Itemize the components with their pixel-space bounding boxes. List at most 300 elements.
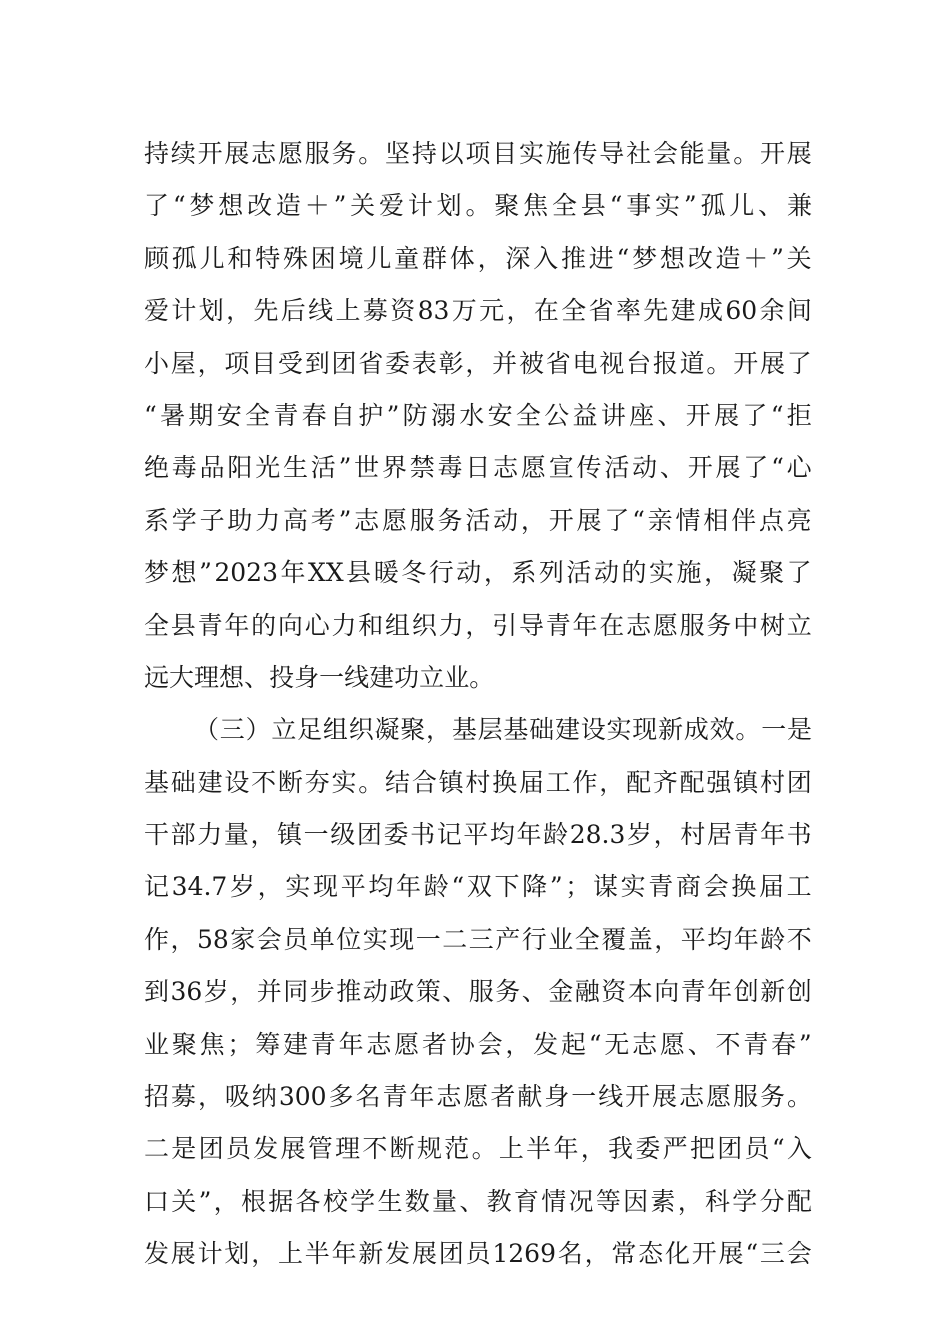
text-token: 屋 <box>170 348 196 378</box>
text-token: 建 <box>282 1029 308 1059</box>
text-token: 心 <box>786 453 812 483</box>
text-token: 社 <box>626 139 652 168</box>
text-token: 等 <box>595 1186 621 1216</box>
text-token: 础 <box>170 767 196 797</box>
text-token: 务 <box>437 505 463 535</box>
text-token: 防 <box>402 400 428 430</box>
text-token: ” <box>199 558 212 588</box>
text-token: 项 <box>465 139 491 168</box>
text-token: 的 <box>621 558 647 588</box>
text-token: 省 <box>545 348 571 378</box>
text-token: 基 <box>451 715 477 745</box>
text-token: “ <box>588 1029 602 1059</box>
text-token: 口 <box>144 1186 170 1216</box>
text-token: 、 <box>659 453 685 483</box>
text-token: 现 <box>632 715 658 745</box>
text-token: 资 <box>390 296 416 326</box>
text-token: 配 <box>626 767 652 797</box>
text-token: 造 <box>715 243 741 273</box>
text-token: 列 <box>538 558 564 588</box>
text-token: 各 <box>295 1186 321 1216</box>
text-line <box>144 1019 812 1071</box>
text-line <box>144 652 812 704</box>
text-token: 产 <box>495 924 521 954</box>
text-token: （ <box>194 715 220 745</box>
text-token: 项 <box>224 348 250 378</box>
text-token: 动 <box>362 977 388 1007</box>
text-line <box>144 128 812 180</box>
text-token: 关 <box>350 191 376 221</box>
text-token: 动 <box>593 558 619 588</box>
text-token: 造 <box>275 191 301 221</box>
text-token: 募 <box>362 296 388 326</box>
text-line <box>144 914 812 966</box>
text-line <box>144 442 812 494</box>
text-token: 并 <box>256 977 282 1007</box>
text-token: 务 <box>495 977 521 1007</box>
text-token: 施 <box>545 139 571 168</box>
text-token: 金 <box>548 977 574 1007</box>
text-token: 基 <box>144 767 170 797</box>
text-token: 我 <box>608 1134 634 1164</box>
text-token: 均 <box>489 820 515 850</box>
text-token: 者 <box>421 1029 447 1059</box>
text-token: ） <box>245 715 271 745</box>
text-token: 了 <box>786 348 812 378</box>
text-token: 后 <box>280 296 306 326</box>
text-token: ， <box>250 820 276 850</box>
text-token: 、 <box>442 977 468 1007</box>
text-token: 28.3 <box>569 820 626 850</box>
text-token: 推 <box>336 977 362 1007</box>
text-line <box>144 757 812 809</box>
text-token: 动 <box>493 505 519 535</box>
text-token: 业 <box>444 662 470 692</box>
text-token: 募 <box>170 1082 196 1112</box>
text-token: 了 <box>742 400 768 430</box>
text-token: 。 <box>786 1082 812 1112</box>
text-token: 一 <box>761 715 787 745</box>
text-token: 台 <box>626 348 652 378</box>
text-token: 实 <box>285 872 311 902</box>
text-token: 开 <box>548 505 574 535</box>
text-token: 员 <box>465 1239 491 1269</box>
text-token: 作 <box>144 924 170 954</box>
text-token: 续 <box>170 139 196 168</box>
text-token: 不 <box>251 767 277 797</box>
text-token: 量 <box>432 1186 458 1216</box>
text-token: 年 <box>338 1029 364 1059</box>
text-token: 实 <box>649 558 675 588</box>
text-token: 青 <box>680 977 706 1007</box>
text-token: 断 <box>389 1134 415 1164</box>
text-token: 青 <box>197 610 223 640</box>
text-token: 管 <box>307 1134 333 1164</box>
text-line <box>144 600 812 652</box>
text-line <box>144 1123 812 1175</box>
text-token: 阳 <box>227 453 253 483</box>
text-token: ， <box>197 348 223 378</box>
text-token: 半 <box>304 1239 330 1269</box>
text-token: 护 <box>358 400 384 430</box>
text-token: 间 <box>786 296 812 326</box>
text-token: 织 <box>348 715 374 745</box>
text-token: 县 <box>346 558 372 588</box>
text-token: 青 <box>733 820 759 850</box>
text-token: 岁 <box>230 872 256 902</box>
text-token: ， <box>654 924 680 954</box>
text-token: 聚 <box>759 558 785 588</box>
text-token: ” <box>771 243 784 273</box>
text-token: 理 <box>194 662 220 692</box>
text-token: 安 <box>487 400 513 430</box>
text-line <box>144 1228 812 1280</box>
text-token: 绝 <box>144 453 170 483</box>
text-token: 推 <box>560 243 586 273</box>
text-token: 想 <box>171 558 197 588</box>
text-token: 系 <box>144 505 170 535</box>
text-token: ， <box>197 1082 223 1112</box>
text-token: ； <box>227 1029 253 1059</box>
text-token: 多 <box>328 1082 354 1112</box>
text-token: 事 <box>626 191 652 221</box>
text-token: 换 <box>731 872 757 902</box>
text-token: 境 <box>338 243 364 273</box>
text-token: 愿 <box>394 1029 420 1059</box>
text-token: 展 <box>718 1239 744 1269</box>
text-token: 。 <box>735 715 761 745</box>
text-token: 全 <box>515 400 541 430</box>
text-token: 位 <box>336 924 362 954</box>
text-token: 记 <box>144 872 170 902</box>
text-token: 志 <box>679 1082 705 1112</box>
text-token: 关 <box>786 243 812 273</box>
text-token: 不 <box>362 1134 388 1164</box>
text-token: 半 <box>526 1134 552 1164</box>
text-token: 志 <box>632 1029 658 1059</box>
text-token: 爱 <box>144 296 170 326</box>
text-token: 团 <box>331 348 357 378</box>
text-token: 。 <box>358 767 384 797</box>
text-token: 建 <box>197 767 223 797</box>
text-token: 平 <box>680 924 706 954</box>
text-token: 的 <box>251 610 277 640</box>
text-token: 书 <box>410 820 436 850</box>
text-token: 断 <box>277 767 303 797</box>
text-token: 愿 <box>652 610 678 640</box>
text-token: 导 <box>599 139 625 168</box>
text-token: 万 <box>451 296 477 326</box>
text-token: 。 <box>469 662 495 692</box>
text-token: 级 <box>330 820 356 850</box>
text-line <box>144 285 812 337</box>
text-token: 在 <box>533 296 559 326</box>
text-token: 行 <box>521 924 547 954</box>
text-token: 想 <box>219 662 245 692</box>
text-token: 元 <box>479 296 505 326</box>
text-token: 电 <box>572 348 598 378</box>
text-token: 60 <box>725 296 758 326</box>
text-token: 书 <box>786 820 812 850</box>
text-token: 并 <box>492 348 518 378</box>
text-token: 部 <box>170 820 196 850</box>
text-token: 向 <box>654 977 680 1007</box>
text-token: 实 <box>655 191 681 221</box>
text-token: 开 <box>685 400 711 430</box>
text-token: 点 <box>758 505 784 535</box>
text-token: 中 <box>733 610 759 640</box>
text-token: 服 <box>304 139 330 168</box>
text-token: 分 <box>759 1186 785 1216</box>
text-token: 暖 <box>373 558 399 588</box>
text-token: 把 <box>689 1134 715 1164</box>
text-token: 一 <box>415 924 441 954</box>
text-token: 建 <box>554 715 580 745</box>
text-token: 聚 <box>171 1029 197 1059</box>
text-token: 开 <box>733 348 759 378</box>
text-token: 持 <box>144 139 170 168</box>
text-token: 被 <box>518 348 544 378</box>
text-token: 年 <box>280 558 306 588</box>
text-token: 实 <box>331 767 357 797</box>
text-token: 学 <box>350 1186 376 1216</box>
text-token: 自 <box>329 400 355 430</box>
text-token: 态 <box>638 1239 664 1269</box>
text-token: 素 <box>650 1186 676 1216</box>
text-token: 进 <box>588 243 614 273</box>
text-token: 先 <box>643 296 669 326</box>
text-token: 础 <box>529 715 555 745</box>
text-token: 愿 <box>463 1082 489 1112</box>
text-token: 员 <box>744 1134 770 1164</box>
text-token: ， <box>213 1186 239 1216</box>
text-token: 村 <box>465 767 491 797</box>
text-token: 省 <box>358 348 384 378</box>
text-token: 学 <box>171 505 197 535</box>
text-token: 结 <box>385 767 411 797</box>
text-token: ， <box>704 558 730 588</box>
text-token: 村 <box>759 767 785 797</box>
text-token: 者 <box>490 1082 516 1112</box>
text-token: ， <box>677 1186 703 1216</box>
text-token: 理 <box>335 1134 361 1164</box>
text-token: 活 <box>465 505 491 535</box>
text-token: 线 <box>308 296 334 326</box>
text-token: 期 <box>188 400 214 430</box>
text-token: 岁 <box>203 977 229 1007</box>
text-token: 入 <box>786 1134 812 1164</box>
text-token: 名 <box>355 1082 381 1112</box>
text-token: 现 <box>389 924 415 954</box>
text-token: 余 <box>759 296 785 326</box>
text-token: 会 <box>652 139 678 168</box>
text-token: 展 <box>280 1134 306 1164</box>
text-token: 会 <box>786 1239 812 1269</box>
text-token: 展 <box>411 1239 437 1269</box>
text-token: 委 <box>635 1134 661 1164</box>
text-token: 。 <box>706 348 732 378</box>
text-token: 持 <box>411 139 437 168</box>
text-token: 一 <box>571 1082 597 1112</box>
text-line <box>144 338 812 390</box>
text-token: 开 <box>197 139 223 168</box>
text-token: ， <box>584 1239 610 1269</box>
text-token: 年 <box>516 820 542 850</box>
text-token: 深 <box>505 243 531 273</box>
text-token: 织 <box>411 610 437 640</box>
text-token: 是 <box>786 715 812 745</box>
text-token: 开 <box>691 1239 717 1269</box>
text-token: “ <box>144 400 157 430</box>
text-token: 身 <box>544 1082 570 1112</box>
text-token: 策 <box>415 977 441 1007</box>
text-token: 了 <box>144 191 170 221</box>
text-token: 功 <box>394 662 420 692</box>
text-token: 全 <box>144 610 170 640</box>
text-token: 范 <box>444 1134 470 1164</box>
text-token: 服 <box>468 977 494 1007</box>
text-token: 传 <box>576 453 602 483</box>
text-token: 二 <box>442 924 468 954</box>
text-token: 线 <box>598 1082 624 1112</box>
text-token: 愿 <box>277 139 303 168</box>
text-token: 孤 <box>700 191 726 221</box>
text-token: 年 <box>707 977 733 1007</box>
text-token: 全 <box>245 400 271 430</box>
text-token: 建 <box>670 296 696 326</box>
text-line <box>144 390 812 442</box>
text-token: 展 <box>224 139 250 168</box>
text-token: 夯 <box>304 767 330 797</box>
text-token: 展 <box>576 505 602 535</box>
text-token: 动 <box>632 453 658 483</box>
text-token: 以 <box>438 139 464 168</box>
text-token: 作 <box>572 767 598 797</box>
text-line <box>144 180 812 232</box>
text-token: 溺 <box>430 400 456 430</box>
text-token: 展 <box>759 348 785 378</box>
text-token: 开 <box>625 1082 651 1112</box>
text-token: 助 <box>227 505 253 535</box>
text-token: 展 <box>652 1082 678 1112</box>
text-token: ， <box>465 348 491 378</box>
text-token: 实 <box>362 924 388 954</box>
text-token: 受 <box>277 348 303 378</box>
text-token: 高 <box>282 505 308 535</box>
text-token: 安 <box>216 400 242 430</box>
text-token: 焦 <box>523 191 549 221</box>
text-token: 家 <box>230 924 256 954</box>
text-token: 上 <box>498 1134 524 1164</box>
text-line <box>144 495 812 547</box>
text-token: 服 <box>409 505 435 535</box>
text-token: 坚 <box>385 139 411 168</box>
text-token: 益 <box>572 400 598 430</box>
text-token: 入 <box>533 243 559 273</box>
text-token: 设 <box>580 715 606 745</box>
text-token: 校 <box>322 1186 348 1216</box>
text-token: 拒 <box>786 400 812 430</box>
text-token: 严 <box>662 1134 688 1164</box>
text-token: 创 <box>786 977 812 1007</box>
text-token: 童 <box>394 243 420 273</box>
text-token: 招 <box>144 1082 170 1112</box>
text-token: 会 <box>256 924 282 954</box>
text-token: 换 <box>492 767 518 797</box>
text-token: 发 <box>144 1239 170 1269</box>
text-line <box>144 1071 812 1123</box>
text-token: 员 <box>283 924 309 954</box>
text-token: 了 <box>743 453 769 483</box>
text-token: 全 <box>551 191 577 221</box>
text-token: 系 <box>511 558 537 588</box>
text-token: 新 <box>760 977 786 1007</box>
paragraph-volunteer-service <box>144 128 812 704</box>
text-line <box>144 547 812 599</box>
text-token: 行 <box>428 558 454 588</box>
text-token: 服 <box>679 610 705 640</box>
text-token: 是 <box>171 1134 197 1164</box>
text-token: 小 <box>144 348 170 378</box>
text-token: “ <box>771 1134 785 1164</box>
text-token: 根 <box>240 1186 266 1216</box>
text-token: 团 <box>198 1134 224 1164</box>
text-token: 年 <box>224 610 250 640</box>
text-token: 业 <box>144 1029 170 1059</box>
text-token: 、 <box>657 400 683 430</box>
text-token: 、 <box>521 977 547 1007</box>
text-token: 业 <box>548 924 574 954</box>
paragraph-organization-building <box>144 704 812 1280</box>
text-token: 凝 <box>731 558 757 588</box>
text-token: 年 <box>409 1082 435 1112</box>
text-token: 远 <box>144 662 170 692</box>
text-token: 立 <box>271 715 297 745</box>
text-token: 力 <box>438 610 464 640</box>
text-token: 光 <box>255 453 281 483</box>
text-token: 齐 <box>652 767 678 797</box>
text-token: 焦 <box>199 1029 225 1059</box>
text-token: 、 <box>758 191 784 221</box>
text-token: 同 <box>283 977 309 1007</box>
text-token: 亲 <box>647 505 673 535</box>
text-token: 步 <box>309 977 335 1007</box>
text-token: 全 <box>561 296 587 326</box>
text-token: 。 <box>465 191 491 221</box>
text-token: 能 <box>679 139 705 168</box>
text-token: 设 <box>224 767 250 797</box>
text-token: ， <box>653 820 679 850</box>
text-token: 。 <box>471 1134 497 1164</box>
text-token: 全 <box>574 924 600 954</box>
text-token: 导 <box>518 610 544 640</box>
text-token: 特 <box>255 243 281 273</box>
text-token: 2023 <box>214 558 278 588</box>
text-token: 展 <box>715 453 741 483</box>
text-token: 开 <box>759 139 785 168</box>
text-token: 34.7 <box>171 872 228 902</box>
text-token: 愿 <box>381 505 407 535</box>
text-token: 配 <box>679 767 705 797</box>
text-token: 务 <box>760 1082 786 1112</box>
text-token: 规 <box>416 1134 442 1164</box>
text-token: 界 <box>381 453 407 483</box>
text-token: 合 <box>411 767 437 797</box>
text-token: 孤 <box>171 243 197 273</box>
text-token: 龄 <box>543 820 569 850</box>
text-token: 愿 <box>520 453 546 483</box>
text-token: 均 <box>368 872 394 902</box>
